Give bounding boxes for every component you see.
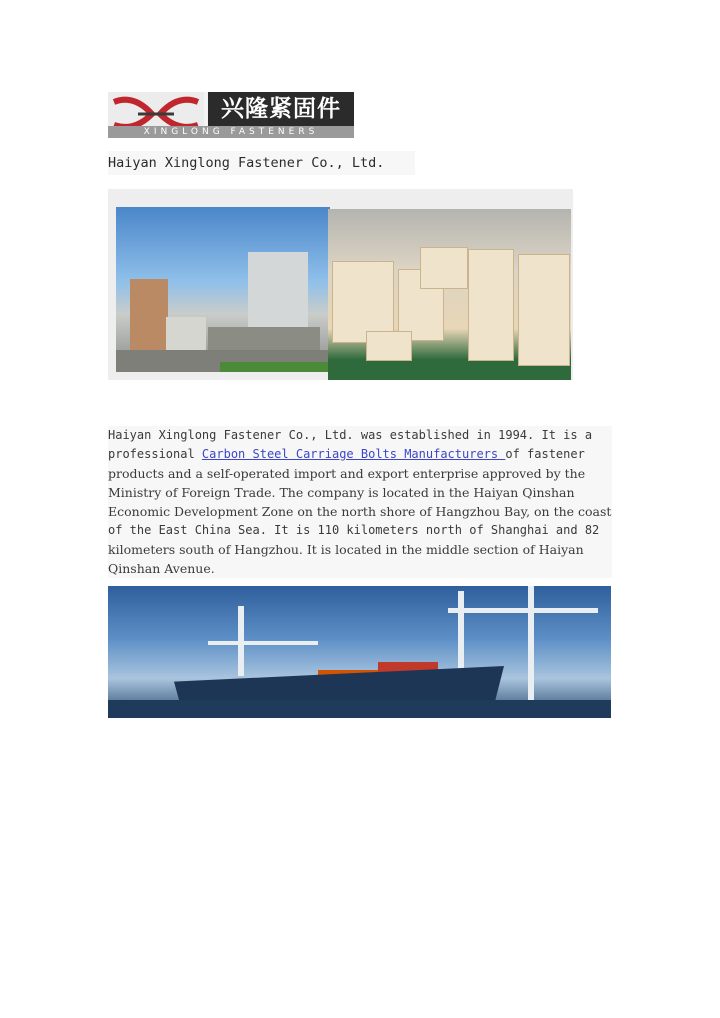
water-shape — [108, 700, 611, 718]
paragraph-line: products and a self-operated import and export enterprise approved by the — [108, 466, 586, 481]
crate-stack — [518, 254, 570, 366]
container-ship-photo — [108, 586, 611, 718]
factory-photo — [116, 207, 330, 372]
paragraph-line: Haiyan Xinglong Fastener Co., Ltd. was established in 1994. It is a — [108, 428, 593, 442]
photo-row — [108, 189, 573, 380]
building-shape — [130, 279, 168, 354]
warehouse-photo — [328, 209, 571, 380]
crane-shape — [528, 586, 534, 706]
company-description — [108, 426, 612, 578]
paragraph-line: Qinshan Avenue. — [108, 561, 215, 576]
crane-shape — [448, 608, 598, 613]
paragraph-line — [108, 445, 612, 464]
paragraph-line: kilometers south of Hangzhou. It is located in the middle section of Haiyan — [108, 542, 584, 557]
paragraph-line: Economic Development Zone on the north shore of Hangzhou Bay, on the coast — [108, 504, 612, 519]
carriage-bolts-link[interactable]: Carbon Steel Carriage Bolts Manufacturers — [201, 447, 506, 461]
crate-stack — [366, 331, 412, 361]
crate-stack — [420, 247, 468, 289]
paragraph-line: Ministry of Foreign Trade. The company is located in the Haiyan Qinshan — [108, 485, 575, 500]
logo-english-text: XINGLONG FASTENERS — [108, 126, 354, 138]
company-title: Haiyan Xinglong Fastener Co., Ltd. — [108, 151, 415, 175]
company-logo — [108, 92, 354, 138]
crane-shape — [208, 641, 318, 645]
grass-shape — [220, 362, 330, 372]
paragraph-line: of the East China Sea. It is 110 kilometers north of Shanghai and 82 — [108, 523, 600, 537]
logo-chinese-text: 兴隆紧固件 — [208, 92, 354, 126]
paragraph-text: professional — [108, 447, 202, 461]
paragraph-text: of fastener — [505, 447, 585, 461]
crate-stack — [468, 249, 514, 361]
